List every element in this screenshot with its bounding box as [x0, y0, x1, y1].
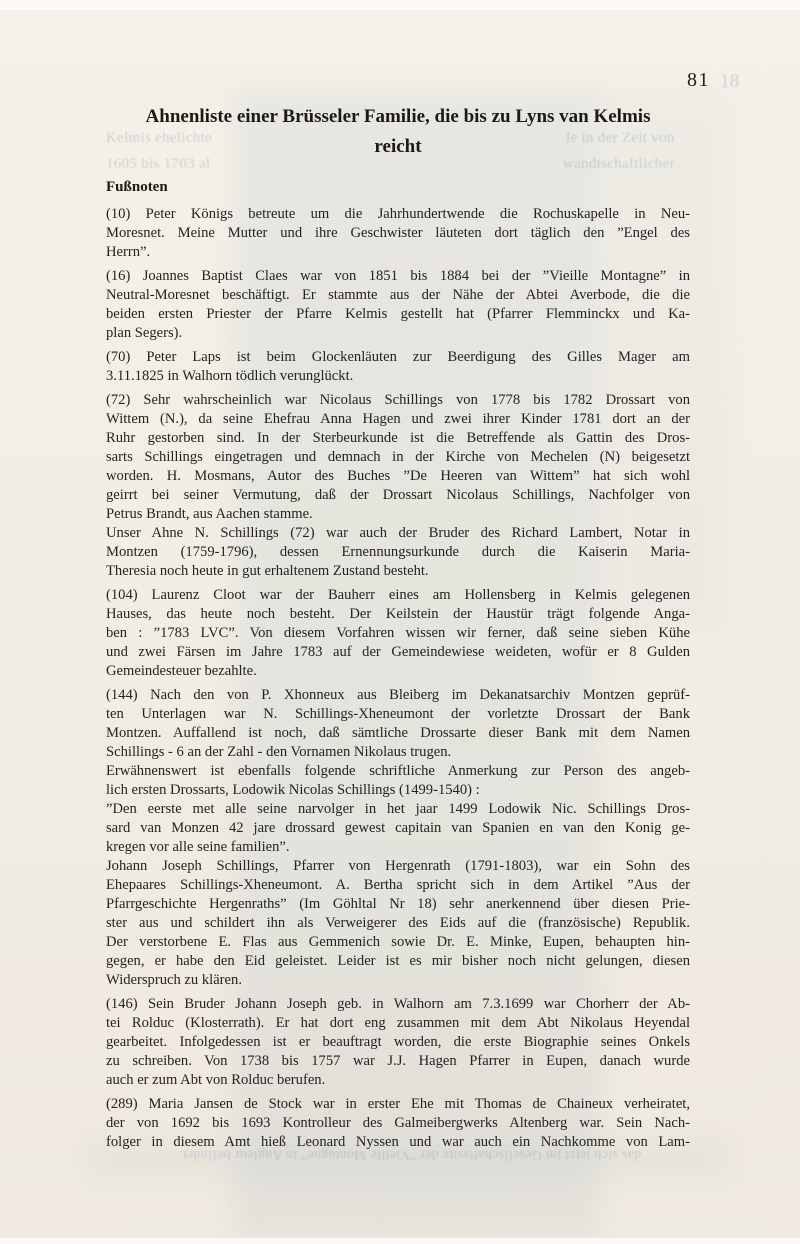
text-line: Unser Ahne N. Schillings (72) war auch der Bruder des Richard Lambert, Notar in — [106, 525, 690, 541]
footnote-146 — [106, 995, 690, 1090]
text-line: (146) Sein Bruder Johann Joseph geb. in Walhorn am 7.3.1699 war Chorherr der Ab- — [106, 996, 690, 1012]
text-line: Gemeindesteuer bezahlte. — [106, 663, 257, 679]
text-line: gegen, er habe den Eid geleistet. Leider ist es mir bisher noch nicht gelungen, diesen — [106, 953, 690, 969]
text-line: Erwähnenswert ist ebenfalls folgende schriftliche Anmerkung zur Person des angeb- — [106, 763, 690, 779]
footnote-70 — [106, 348, 690, 386]
bleed-through-text: 1605 bis 1703 al — [106, 156, 211, 172]
text-line: ten Unterlagen war N. Schillings-Xheneumont der vorletzte Drossart der Bank — [106, 706, 690, 722]
text-line: beiden ersten Priester der Pfarre Kelmis gestellt hat (Pfarrer Flemminckx und Ka- — [106, 306, 690, 322]
footnote-10 — [106, 205, 690, 262]
text-line: (70) Peter Laps ist beim Glockenläuten zur Beerdigung des Gilles Mager am — [106, 349, 690, 365]
section-heading-fussnoten: Fußnoten — [106, 179, 168, 195]
text-line: worden. H. Mosmans, Autor des Buches ”De Heeren van Wittem” hat sich wohl — [106, 468, 690, 484]
text-line: folger in diesem Amt hieß Leonard Nyssen und war auch ein Nachkomme von Lam- — [106, 1134, 690, 1150]
text-line: ”Den eerste met alle seine narvolger in het jaar 1499 Lodowik Nic. Schillings Dros- — [106, 801, 690, 817]
text-line: geirrt bei seiner Vermutung, daß der Drossart Nicolaus Schillings, Nachfolger von — [106, 487, 690, 503]
footnotes-container — [106, 205, 690, 1157]
page-number: 81 — [687, 69, 710, 91]
bleed-through-text: wandtschaftlicher — [563, 156, 675, 172]
footnote-16 — [106, 267, 690, 343]
text-line: (10) Peter Königs betreute um die Jahrhundertwende die Rochuskapelle in Neu- — [106, 206, 690, 222]
text-line: sarts Schillings eingetragen und demnach in der Kirche von Mechelen (N) beigesetzt — [106, 449, 690, 465]
text-line: 3.11.1825 in Walhorn tödlich verunglückt. — [106, 368, 354, 384]
text-line: Ruhr gestorben sind. In der Sterbeurkunde ist die Betreffende als Gattin des Dros- — [106, 430, 690, 446]
text-line: Schillings - 6 an der Zahl - den Vornamen Nikolaus trugen. — [106, 744, 452, 760]
footnote-72 — [106, 391, 690, 581]
text-line: Montzen. Auffallend ist noch, daß sämtliche Drossarte dieser Bank mit dem Namen — [106, 725, 690, 741]
text-line: Johann Joseph Schillings, Pfarrer von Hergenrath (1791-1803), war ein Sohn des — [106, 858, 690, 874]
footnote-144 — [106, 686, 690, 990]
text-line: der von 1692 bis 1693 Kontrolleur des Galmeibergwerks Altenberg war. Sein Nach- — [106, 1115, 690, 1131]
scan-edge-top — [0, 0, 800, 10]
footnote-104 — [106, 586, 690, 681]
text-line: Herrn”. — [106, 244, 151, 260]
text-line: zu schreiben. Von 1738 bis 1757 war J.J. Hagen Pfarrer in Eupen, danach wurde — [106, 1053, 690, 1069]
text-line: plan Segers). — [106, 325, 183, 341]
bleed-through-text: 18 — [720, 71, 740, 92]
bleed-through-text: das sich jetzt im Gesellschaftssitz der ”Vieille Montagne” in Angleur befindet. — [178, 1147, 642, 1162]
page-title — [68, 102, 728, 162]
text-line: ster aus und schildert ihn als Verweigerer des Eids auf die (französische) Republik. — [106, 915, 690, 931]
text-line: lich ersten Drossarts, Lodowik Nicolas Schillings (1499-1540) : — [106, 782, 480, 798]
footnote-289 — [106, 1095, 690, 1152]
text-line: sard van Monzen 42 jare drossard gewest capitain van Spanien en van den Konig ge- — [106, 820, 690, 836]
text-line: Theresia noch heute in gut erhaltenem Zustand besteht. — [106, 563, 429, 579]
text-line: (72) Sehr wahrscheinlich war Nicolaus Schillings von 1778 bis 1782 Drossart von — [106, 392, 690, 408]
text-line: gearbeitet. Infolgedessen ist er beauftragt worden, die erste Biographie seines Onkels — [106, 1034, 690, 1050]
text-line: (104) Laurenz Cloot war der Bauherr eines am Hollensberg in Kelmis gelegenen — [106, 587, 690, 603]
text-line: tei Rolduc (Klosterrath). Er hat dort eng zusammen mit dem Abt Nikolaus Heyendal — [106, 1015, 690, 1031]
text-line: Der verstorbene E. Flas aus Gemmenich sowie Dr. E. Minke, Eupen, behaupten hin- — [106, 934, 690, 950]
text-line: (16) Joannes Baptist Claes war von 1851 bis 1884 bei der ”Vieille Montagne” in — [106, 268, 690, 284]
text-line: Montzen (1759-1796), dessen Ernennungsurkunde durch die Kaiserin Maria- — [106, 544, 690, 560]
text-line: auch er zum Abt von Rolduc berufen. — [106, 1072, 326, 1088]
text-line: Wittem (N.), da seine Ehefrau Anna Hagen und zwei ihrer Kinder 1781 dort an der — [106, 411, 690, 427]
text-line: Pfarrgeschichte Hergenraths” (Im Göhltal Nr 18) sehr anerkennend über diesen Prie- — [106, 896, 690, 912]
text-line: Moresnet. Meine Mutter und ihre Geschwister läuteten dort täglich den ”Engel des — [106, 225, 690, 241]
text-line: Ehepaares Schillings-Xheneumont. A. Bertha spricht sich in dem Artikel ”Aus der — [106, 877, 690, 893]
bleed-through-text: Kelmis ehelichte — [106, 130, 213, 146]
page-title-line-1: Ahnenliste einer Brüsseler Familie, die bis zu Lyns van Kelmis — [145, 106, 651, 127]
bleed-through-text: le in der Zeit von — [566, 130, 675, 146]
scan-edge-bottom — [0, 1238, 800, 1244]
page-title-line-2: reicht — [374, 136, 422, 157]
text-line: ben : ”1783 LVC”. Von diesem Vorfahren wissen wir ferner, daß seine sieben Kühe — [106, 625, 690, 641]
text-line: und zwei Färsen im Jahre 1783 auf der Gemeindewiese weideten, wofür er 8 Gulden — [106, 644, 690, 660]
text-line: (289) Maria Jansen de Stock war in erster Ehe mit Thomas de Chaineux verheiratet, — [106, 1096, 690, 1112]
text-line: (144) Nach den von P. Xhonneux aus Bleiberg im Dekanatsarchiv Montzen geprüf- — [106, 687, 690, 703]
text-line: kregen vor alle seine familien”. — [106, 839, 290, 855]
text-line: Widerspruch zu klären. — [106, 972, 242, 988]
text-line: Neutral-Moresnet beschäftigt. Er stammte aus der Nähe der Abtei Averbode, die die — [106, 287, 690, 303]
text-line: Petrus Brandt, aus Aachen stamme. — [106, 506, 313, 522]
text-line: Hauses, das heute noch besteht. Der Keilstein der Haustür trägt folgende Anga- — [106, 606, 690, 622]
